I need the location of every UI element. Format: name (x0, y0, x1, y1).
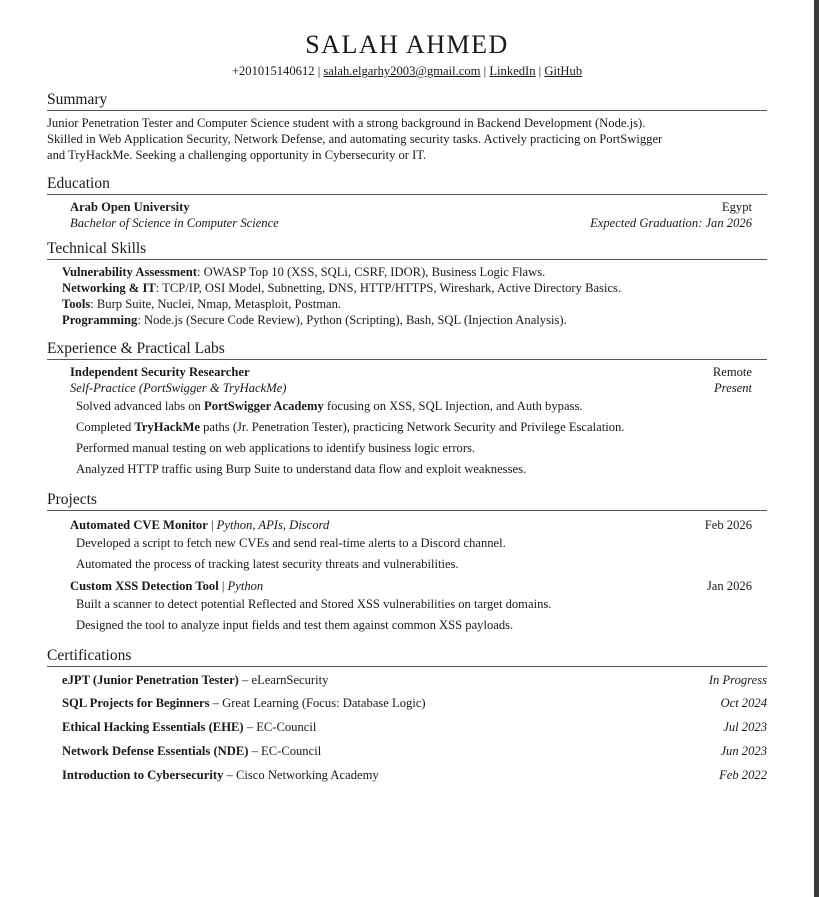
separator: | (218, 579, 228, 593)
project-title: Automated CVE Monitor (70, 518, 208, 532)
separator: | (483, 64, 487, 78)
cert-name: Introduction to Cybersecurity (62, 768, 224, 782)
experience-bullet: Performed manual testing on web applications to identify business logic errors. (76, 441, 476, 455)
cert-issuer: – EC-Council (243, 720, 317, 734)
project-title: Custom XSS Detection Tool (70, 579, 219, 593)
job-org: Self-Practice (PortSwigger & TryHackMe) (70, 381, 287, 395)
school-location: Egypt (721, 200, 752, 214)
skill-label: Programming (62, 313, 138, 327)
contact-line (47, 63, 767, 79)
skill-label: Networking & IT (62, 281, 156, 295)
project-date: Jan 2026 (706, 579, 752, 593)
cert-issuer: – EC-Council (248, 744, 322, 758)
education-heading: Education (47, 175, 767, 195)
text-bold: TryHackMe (134, 420, 200, 434)
linkedin-link[interactable]: LinkedIn (489, 64, 536, 78)
degree: Bachelor of Science in Computer Science (70, 216, 279, 230)
experience-bullet (76, 398, 583, 414)
text: Solved advanced labs on (76, 399, 205, 413)
cert-name: Network Defense Essentials (NDE) (62, 744, 249, 758)
text-bold: PortSwigger Academy (204, 399, 324, 413)
summary-line: Skilled in Web Application Security, Network Defense, and automating security tasks. Actively practicing on PortSwigger (47, 132, 663, 146)
candidate-name: SALAH AHMED (305, 30, 509, 59)
project-bullet: Designed the tool to analyze input fields and test them against common XSS payloads. (76, 618, 514, 632)
experience-heading: Experience & Practical Labs (47, 340, 767, 360)
school-name: Arab Open University (70, 200, 190, 214)
summary-line: and TryHackMe. Seeking a challenging opportunity in Cybersecurity or IT. (47, 148, 427, 162)
skill-line (62, 264, 545, 280)
separator: | (538, 64, 542, 78)
skill-line (62, 296, 341, 312)
cert-date: In Progress (708, 673, 767, 687)
cert-date: Jul 2023 (723, 720, 767, 734)
cert-date: Feb 2022 (719, 768, 767, 782)
projects-heading: Projects (47, 491, 767, 511)
skill-value: : OWASP Top 10 (XSS, SQLi, CSRF, IDOR), Business Logic Flaws. (196, 265, 546, 279)
skill-value: : Node.js (Secure Code Review), Python (Scripting), Bash, SQL (Injection Analysis). (137, 313, 567, 327)
skills-heading: Technical Skills (47, 240, 767, 260)
separator: | (317, 64, 321, 78)
cert-name: SQL Projects for Beginners (62, 696, 210, 710)
skill-label: Tools (62, 297, 91, 311)
experience-bullet: Analyzed HTTP traffic using Burp Suite to understand data flow and exploit weaknesses. (76, 462, 527, 476)
skill-value: : Burp Suite, Nuclei, Nmap, Metasploit, Postman. (90, 297, 342, 311)
skill-line (62, 280, 621, 296)
job-title: Independent Security Researcher (70, 365, 250, 379)
cert-name: Ethical Hacking Essentials (EHE) (62, 720, 244, 734)
viewer-scrollbar[interactable] (814, 0, 819, 897)
skill-value: : TCP/IP, OSI Model, Subnetting, DNS, HTTP/HTTPS, Wireshark, Active Directory Basics. (155, 281, 622, 295)
github-link[interactable]: GitHub (544, 64, 583, 78)
project-tech: Python, APIs, Discord (216, 518, 330, 532)
phone: +201015140612 (231, 64, 315, 78)
text: Completed (76, 420, 135, 434)
summary-heading: Summary (47, 91, 767, 111)
experience-bullet (76, 419, 624, 435)
cert-issuer: – Cisco Networking Academy (223, 768, 379, 782)
project-bullet: Developed a script to fetch new CVEs and send real-time alerts to a Discord channel. (76, 536, 506, 550)
cert-name: eJPT (Junior Penetration Tester) (62, 673, 239, 687)
graduation-date: Expected Graduation: Jan 2026 (590, 216, 752, 230)
project-bullet: Built a scanner to detect potential Reflected and Stored XSS vulnerabilities on target domains. (76, 597, 552, 611)
cert-issuer: – eLearnSecurity (238, 673, 329, 687)
cert-issuer: – Great Learning (Focus: Database Logic) (209, 696, 426, 710)
cert-date: Jun 2023 (720, 744, 767, 758)
text: paths (Jr. Penetration Tester), practicing Network Security and Privilege Escalation. (199, 420, 625, 434)
text: focusing on XSS, SQL Injection, and Auth bypass. (323, 399, 583, 413)
project-date: Feb 2026 (704, 518, 752, 532)
skill-line (62, 312, 567, 328)
certifications-heading: Certifications (47, 647, 767, 667)
summary-line: Junior Penetration Tester and Computer Science student with a strong background in Backend Development (Node.js). (47, 116, 646, 130)
email-link[interactable]: salah.elgarhy2003@gmail.com (323, 64, 481, 78)
project-tech: Python (227, 579, 264, 593)
job-location: Remote (712, 365, 752, 379)
project-bullet: Automated the process of tracking latest security threats and vulnerabilities. (76, 557, 459, 571)
job-date: Present (713, 381, 752, 395)
cert-date: Oct 2024 (720, 696, 767, 710)
skill-label: Vulnerability Assessment (62, 265, 197, 279)
separator: | (207, 518, 217, 532)
